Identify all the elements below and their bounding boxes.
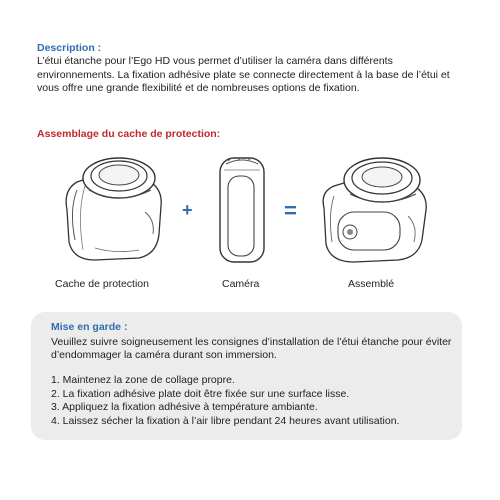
protective-case-image [55,150,175,265]
warning-item: 4. Laissez sécher la fixation à l’air libre pendant 24 heures avant utilisation. [51,414,400,427]
camera-image [212,150,272,265]
caption-camera: Caméra [222,278,260,290]
warning-box [31,312,462,440]
warning-item: 3. Appliquez la fixation adhésive à température ambiante. [51,401,318,413]
warning-item: 2. La fixation adhésive plate doit être fixée sur une surface lisse. [51,387,350,400]
warning-item: 1. Maintenez la zone de collage propre. [51,374,235,386]
caption-case: Cache de protection [55,278,149,290]
description-title: Description : [37,42,102,54]
description-section [37,42,467,96]
warning-title: Mise en garde : [51,321,128,333]
plus-sign: + [182,200,193,220]
equals-sign: = [284,198,297,223]
assembly-title: Assemblage du cache de protection: [37,128,221,140]
warning-list [51,374,461,428]
warning-text: Veuillez suivre soigneusement les consignes d’installation de l’étui étanche pour éviter d’endommager la caméra durant son immersion. [51,336,452,361]
caption-assembled: Assemblé [348,278,395,290]
description-text: L’étui étanche pour l’Ego HD vous permet d’utiliser la caméra dans différents environnements. La fixation adhésive plate se connecte directement à la base de l’étui et vous offre une grande flexibilité et de nombreuses options de fixation. [37,55,450,94]
assembled-image [310,150,440,265]
